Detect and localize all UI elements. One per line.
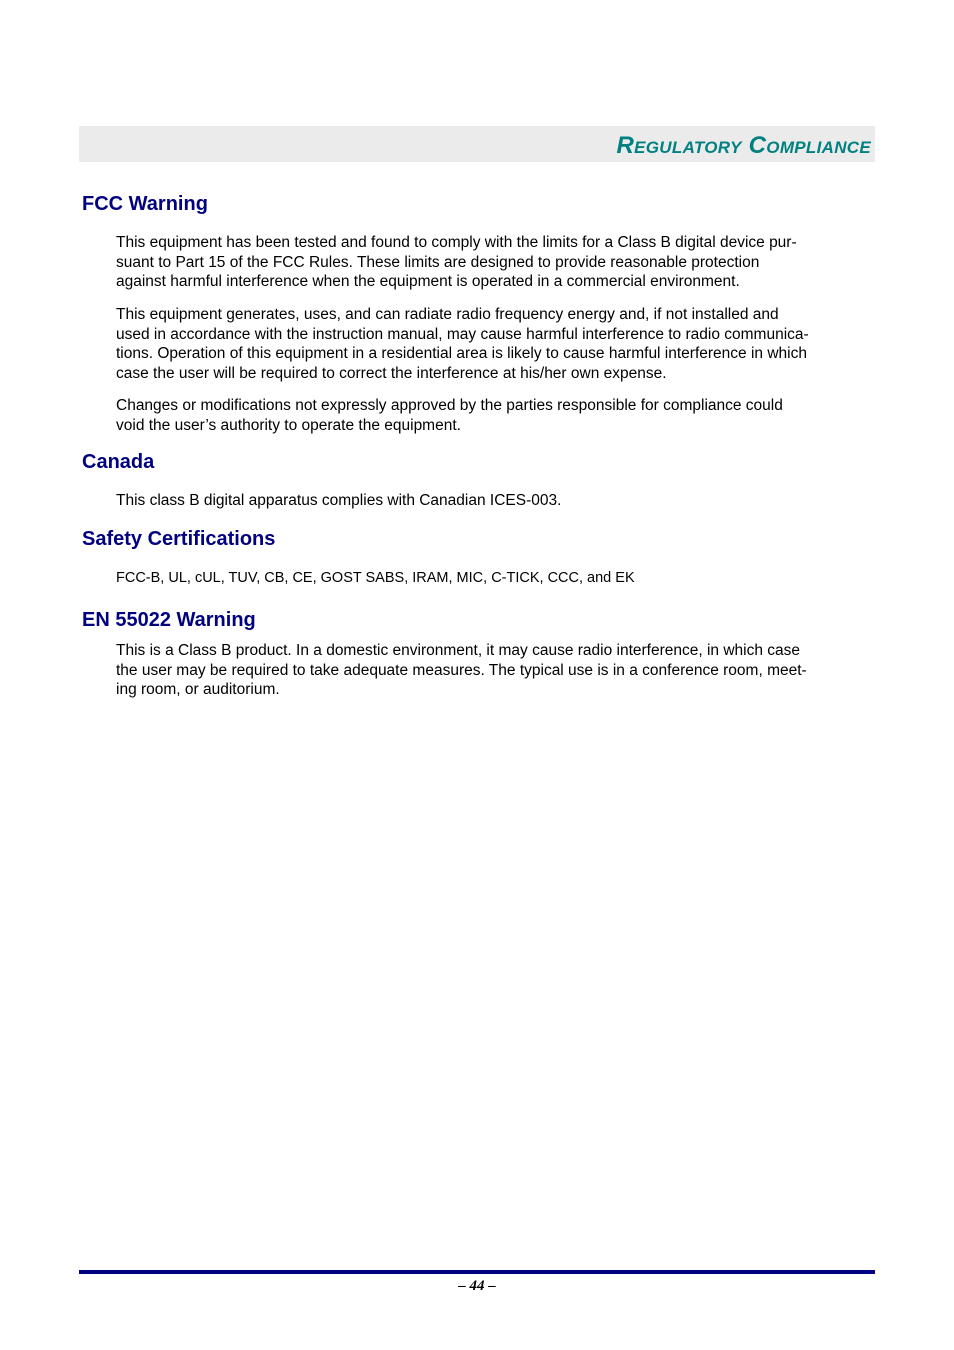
text-line: ing room, or auditorium. (116, 681, 280, 698)
text-line: This equipment generates, uses, and can radiate radio frequency energy and, if not installed and (116, 306, 779, 323)
text-line: case the user will be required to correct the interference at his/her own expense. (116, 364, 667, 382)
paragraph-safety-certifications (116, 569, 874, 589)
text-line: the user may be required to take adequate measures. The typical use is in a conference room, meet- (116, 661, 807, 679)
text-line: against harmful interference when the equipment is operated in a commercial environment. (116, 273, 740, 290)
text-line: used in accordance with the instruction manual, may cause harmful interference to radio communica- (116, 325, 809, 343)
paragraph-canada (116, 491, 874, 511)
paragraph-fcc-3 (116, 396, 874, 435)
text-line: FCC-B, UL, cUL, TUV, CB, CE, GOST SABS, IRAM, MIC, C-TICK, CCC, and EK (116, 570, 635, 586)
text-line: This is a Class B product. In a domestic environment, it may cause radio interference, in which case (116, 642, 801, 659)
page-number: – 44 – (458, 1278, 496, 1294)
title-bar (79, 126, 875, 162)
paragraph-en55022 (116, 641, 874, 700)
text-line: void the user’s authority to operate the equipment. (116, 416, 461, 434)
paragraph-fcc-1 (116, 233, 874, 292)
section-heading-canada: Canada (82, 451, 155, 473)
section-heading-fcc-warning: FCC Warning (82, 193, 208, 215)
paragraph-fcc-2 (116, 305, 874, 383)
section-heading-safety-certifications: Safety Certifications (82, 528, 276, 550)
text-line: suant to Part 15 of the FCC Rules. These limits are designed to provide reasonable protection (116, 253, 760, 271)
footer-rule (79, 1270, 875, 1274)
page-title: Regulatory Compliance (616, 132, 871, 159)
section-heading-en55022-warning: EN 55022 Warning (82, 609, 256, 631)
text-line: Changes or modifications not expressly approved by the parties responsible for compliance could (116, 397, 783, 414)
text-line: tions. Operation of this equipment in a residential area is likely to cause harmful interference in which (116, 345, 807, 362)
text-line: This equipment has been tested and found to comply with the limits for a Class B digital device pur- (116, 234, 797, 251)
text-line: This class B digital apparatus complies with Canadian ICES-003. (116, 492, 562, 509)
